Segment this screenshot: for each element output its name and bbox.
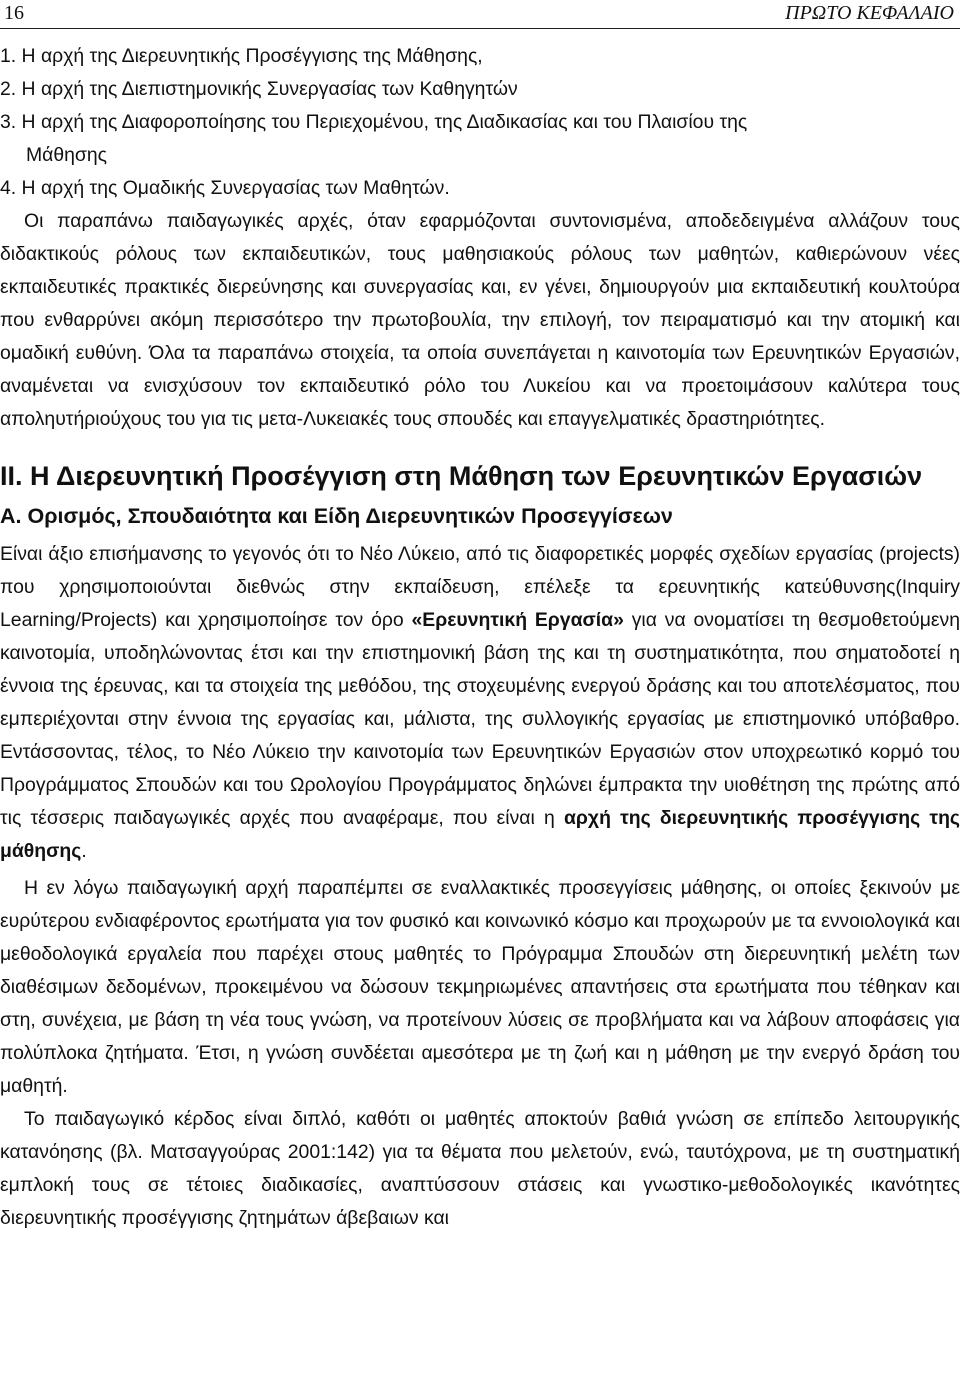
list-item: 2. Η αρχή της Διεπιστημονικής Συνεργασίας των Καθηγητών [0,78,518,100]
list-item-continuation: Μάθησης [26,144,108,166]
chapter-title: ΠΡΩΤΟ ΚΕΦΑΛΑΙΟ [785,2,954,24]
paragraph-2-text: . [81,840,87,862]
list-item: 1. Η αρχή της Διερευνητικής Προσέγγισης της Μάθησης, [0,45,483,67]
paragraph-3: Η εν λόγω παιδαγωγική αρχή παραπέμπει σε εναλλακτικές προσεγγίσεις μάθησης, οι οποίες ξεκινούν με ευρύτερου ενδιαφέροντος ερωτήματα για τον φυσικό και κοινωνικό κόσμο και προχωρούν με τα εννοιολογικά και μεθοδολογικά εργαλεία που παρέχει στους μαθητές το Πρόγραμμα Σπουδών στη διερευνητική μελέτη των διαθέσιμων δεδομένων, προκειμένου να δώσουν τεκμηριωμένες απαντήσεις στα ερωτήματα που τέθηκαν και στη, συνέχεια, με βάση τη νέα τους γνώση, να προτείνουν λύσεις σε προβλήματα και να λάβουν αποφάσεις για πολύπλοκα ζητήματα. Έτσι, η γνώση συνδέεται αμεσότερα με τη ζωή και η μάθηση με την ενεργό δράση του μαθητή. [0,877,960,1097]
body-text [0,40,960,1235]
header-rule [0,28,960,29]
subsection-title: Α. Ορισμός, Σπουδαιότητα και Είδη Διερευνητικών Προσεγγίσεων [0,504,673,528]
page-number: 16 [4,2,24,24]
list-item: 3. Η αρχή της Διαφοροποίησης του Περιεχομένου, της Διαδικασίας και του Πλαισίου της [0,111,748,133]
paragraph-2-text: Είναι άξιο επισήμανσης το γεγονός ότι το Νέο Λύκειο, από τις διαφορετικές μορφές σχεδίων εργασίας (projects) που χρησιμοποιούνται διεθνώς στην εκπαίδευση, επέλεξε τα ερευνητικής κατεύθυνσης(Inquiry Learning/Projects) και χρησιμοποίησε τον όρο [0,543,960,631]
paragraph-2-text: για να ονοματίσει τη θεσμοθετούμενη καινοτομία, υποδηλώνοντας έτσι και την επιστημονική βάση της και τη συστηματικότητα, που σηματοδοτεί η έννοια της έρευνας, και τα στοιχεία της μεθόδου, της στοχευμένης ενεργού δράσης και του αποτελέσματος, που εμπεριέχονται στην έννοια της εργασίας και, μάλιστα, της συλλογικής εργασίας με επιστημονικό υπόβαθρο. Εντάσσοντας, τέλος, το Νέο Λύκειο την καινοτομία των Ερευνητικών Εργασιών στον υποχρεωτικό κορμό του Προγράμματος Σπουδών και του Ωρολογίου Προγράμματος δηλώνει έμπρακτα την υιοθέτηση της πρώτης από τις τέσσερις παιδαγωγικές αρχές που αναφέραμε, που είναι η [0,609,960,829]
section-title: ΙΙ. Η Διερευνητική Προσέγγιση στη Μάθηση των Ερευνητικών Εργασιών [0,461,923,491]
paragraph-4: Το παιδαγωγικό κέρδος είναι διπλό, καθότι οι μαθητές αποκτούν βαθιά γνώση σε επίπεδο λειτουργικής κατανόησης (βλ. Ματσαγγούρας 2001:142) για τα θέματα που μελετούν, ενώ, ταυτόχρονα, με τη συστηματική εμπλοκή τους σε τέτοιες διαδικασίες, αναπτύσσουν στάσεις και γνωστικο-μεθοδολογικές ικανότητες διερευνητικής προσέγγισης ζητημάτων άβεβαιων και [0,1108,960,1229]
principles-list [0,40,960,205]
paragraph-2 [0,538,960,868]
term-research-project: «Ερευνητική Εργασία» [411,609,624,631]
paragraph-1: Οι παραπάνω παιδαγωγικές αρχές, όταν εφαρμόζονται συντονισμένα, αποδεδειγμένα αλλάζουν τους διδακτικούς ρόλους των εκπαιδευτικών, τους μαθησιακούς ρόλους των μαθητών, καθιερώνουν νέες εκπαιδευτικές πρακτικές διερεύνησης και συνεργασίας και, εν γένει, δημιουργούν μια εκπαιδευτική κουλτούρα που ενθαρρύνει ακόμη περισσότερο την πρωτοβουλία, την επιλογή, τον πειραματισμό και την ατομική και ομαδική ευθύνη. Όλα τα παραπάνω στοιχεία, τα οποία συνεπάγεται η καινοτομία των Ερευνητικών Εργασιών, αναμένεται να ενισχύσουν τον εκπαιδευτικό ρόλο του Λυκείου και να προετοιμάσουν καλύτερα τους αποληυτήριούχους του για τις μετα-Λυκειακές τους σπουδές και επαγγελματικές δραστηριότητες. [0,210,960,430]
term-inquiry-principle: αρχή της διερευνητικής προσέγγισης της μάθησης [0,807,960,862]
list-item: 4. Η αρχή της Ομαδικής Συνεργασίας των Μαθητών. [0,177,450,199]
